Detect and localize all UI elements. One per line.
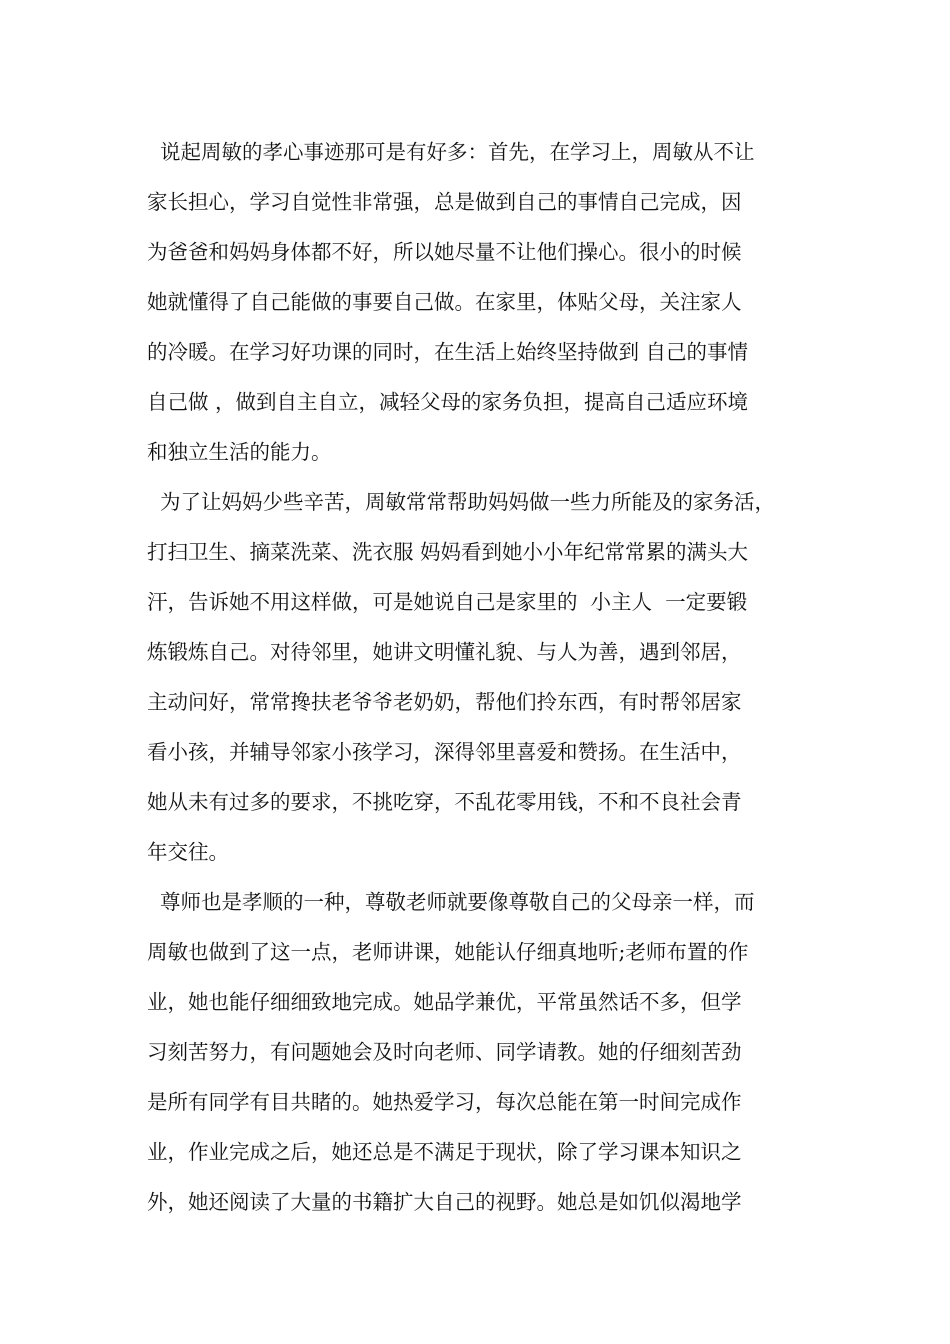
text-line: 尊师也是孝顺的一种，尊敬老师就要像尊敬自己的父母亲一样，而 — [147, 890, 755, 914]
text-line: 习刻苦努力，有问题她会及时向老师、同学请教。她的仔细刻苦劲 — [147, 1040, 742, 1064]
text-line: 为了让妈妈少些辛苦，周敏常常帮助妈妈做一些力所能及的家务活， — [147, 490, 776, 514]
text-line: 她从未有过多的要求，不挑吃穿，不乱花零用钱，不和不良社会青 — [147, 790, 742, 814]
text-line: 她就懂得了自己能做的事要自己做。在家里，体贴父母，关注家人 — [147, 290, 742, 314]
text-line: 家长担心，学习自觉性非常强，总是做到自己的事情自己完成，因 — [147, 190, 742, 214]
text-line: 业，作业完成之后，她还总是不满足于现状，除了学习课本知识之 — [147, 1140, 742, 1164]
text-line: 周敏也做到了这一点，老师讲课，她能认仔细真地听;老师布置的作 — [147, 940, 749, 964]
text-line: 外，她还阅读了大量的书籍扩大自己的视野。她总是如饥似渴地学 — [147, 1190, 742, 1214]
text-line: 炼锻炼自己。对待邻里，她讲文明懂礼貌、与人为善，遇到邻居， — [147, 640, 742, 664]
text-line: 业，她也能仔细细致地完成。她品学兼优，平常虽然话不多，但学 — [147, 990, 742, 1014]
text-line: 和独立生活的能力。 — [147, 440, 332, 464]
text-line: 自己做 ，做到自主自立，减轻父母的家务负担，提高自己适应环境 — [147, 390, 749, 414]
text-line: 的冷暖。在学习好功课的同时，在生活上始终坚持做到 自己的事情 — [147, 340, 749, 364]
text-line: 年交往。 — [147, 840, 229, 864]
text-line: 说起周敏的孝心事迹那可是有好多：首先，在学习上，周敏从不让 — [147, 140, 755, 164]
text-line: 汗，告诉她不用这样做，可是她说自己是家里的 小主人 一定要锻 — [147, 590, 748, 614]
text-line: 看小孩，并辅导邻家小孩学习，深得邻里喜爱和赞扬。在生活中， — [147, 740, 742, 764]
text-line: 是所有同学有目共睹的。她热爱学习，每次总能在第一时间完成作 — [147, 1090, 742, 1114]
text-line: 为爸爸和妈妈身体都不好，所以她尽量不让他们操心。很小的时候 — [147, 240, 742, 264]
text-line: 主动问好，常常搀扶老爷爷老奶奶，帮他们拎东西，有时帮邻居家 — [147, 690, 742, 714]
text-line: 打扫卫生、摘菜洗菜、洗衣服 妈妈看到她小小年纪常常累的满头大 — [147, 540, 749, 564]
